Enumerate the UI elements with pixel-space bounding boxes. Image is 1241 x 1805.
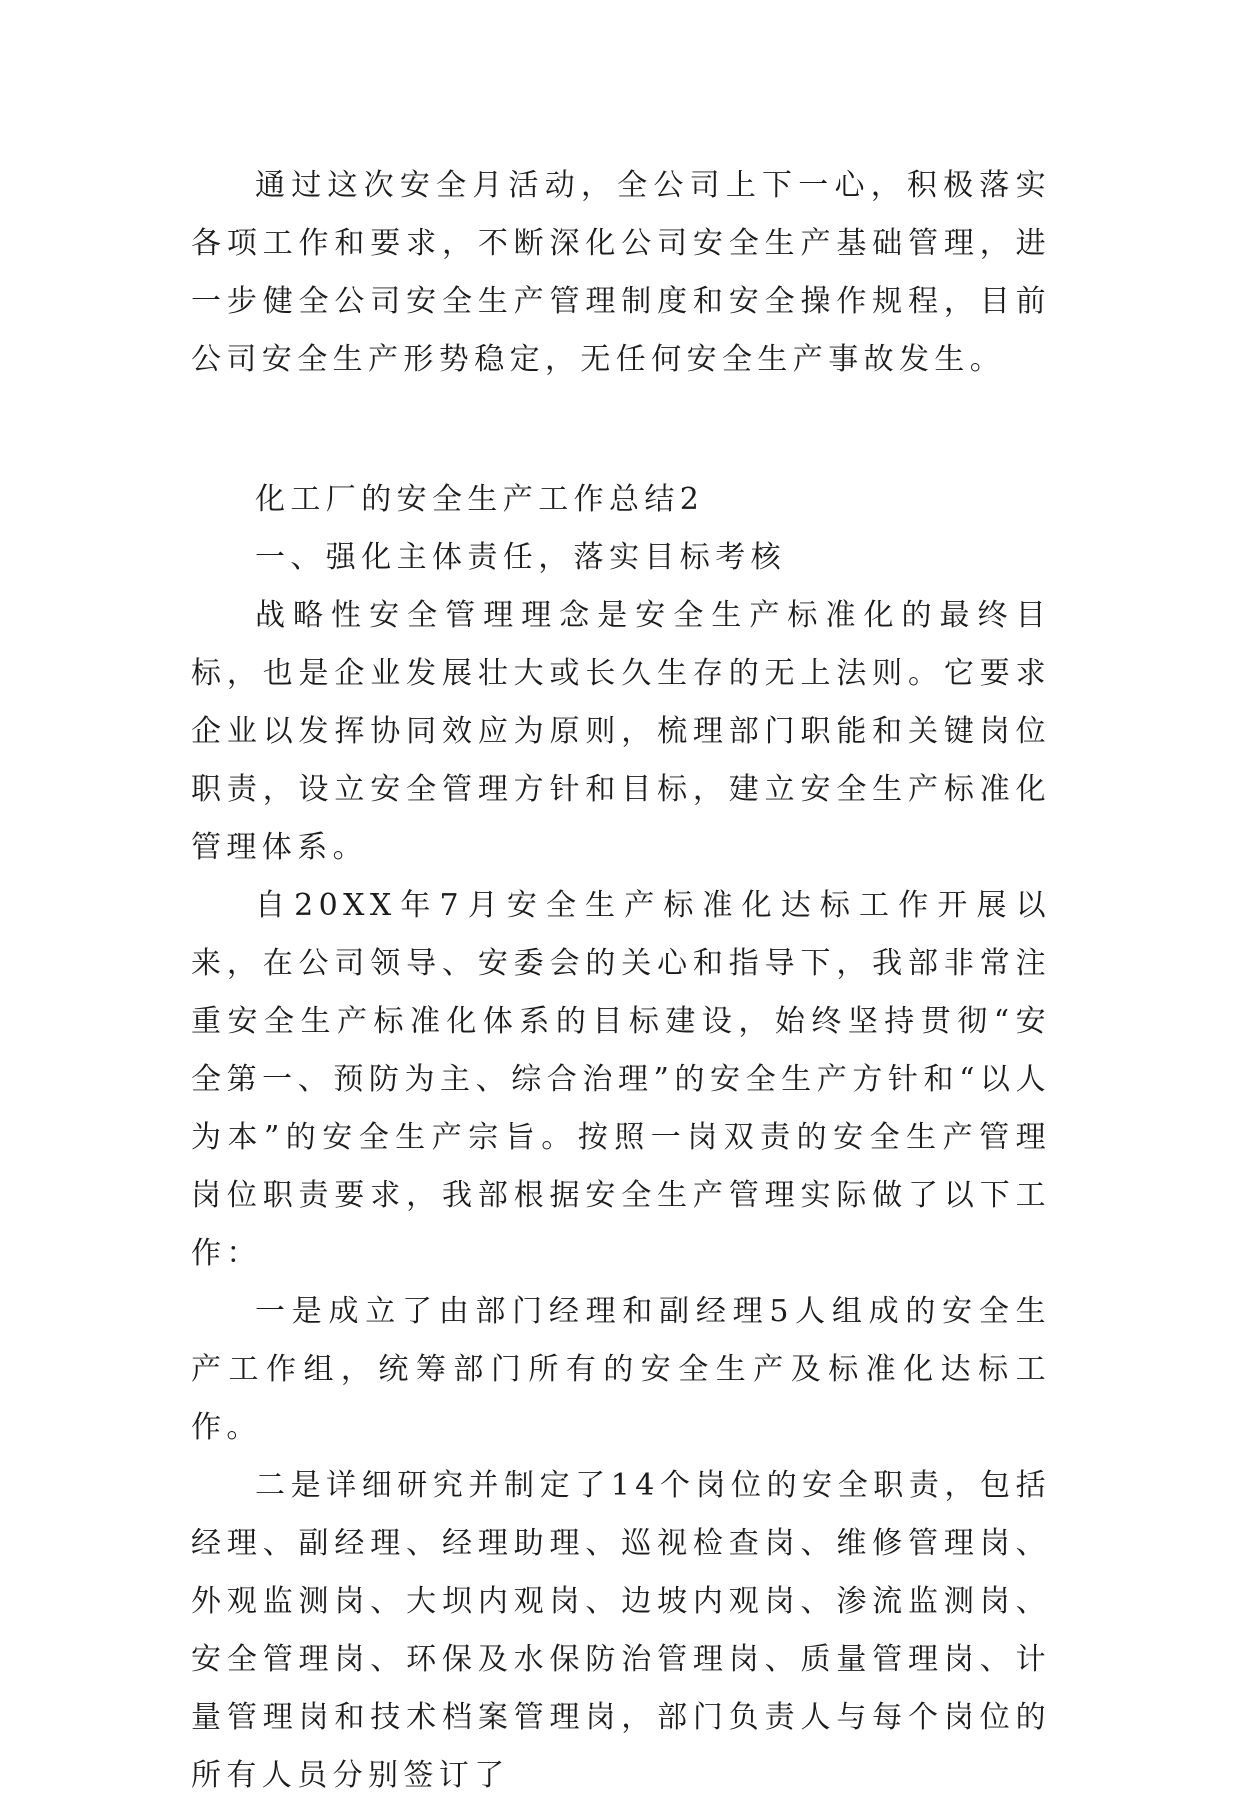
paragraph-item-two: 二是详细研究并制定了14个岗位的安全职责，包括经理、副经理、经理助理、巡视检查岗、维修管理岗、外观监测岗、大坝内观岗、边坡内观岗、渗流监测岗、安全管理岗、环保及水保防治管理岗、质量管理岗、计量管理岗和技术档案管理岗，部门负责人与每个岗位的所有人员分别签订了 [191,1468,1051,1793]
document-body [191,157,1051,1805]
paragraph-since: 自20XX年7月安全生产标准化达标工作开展以来，在公司领导、安委会的关心和指导下，我部非常注重安全生产标准化体系的目标建设，始终坚持贯彻“安全第一、预防为主、综合治理”的安全生产方针和“以人为本”的安全生产宗旨。按照一岗双责的安全生产管理岗位职责要求，我部根据安全生产管理实际做了以下工作： [191,888,1051,1271]
paragraph-item-one: 一是成立了由部门经理和副经理5人组成的安全生产工作组，统筹部门所有的安全生产及标准化达标工作。 [191,1294,1051,1445]
section-heading: 一、强化主体责任，落实目标考核 [255,540,786,575]
section-title: 化工厂的安全生产工作总结2 [255,482,705,517]
paragraph-strategy: 战略性安全管理理念是安全生产标准化的最终目标，也是企业发展壮大或长久生存的无上法则。它要求企业以发挥协同效应为原则，梳理部门职能和关键岗位职责，设立安全管理方针和目标，建立安全生产标准化管理体系。 [191,598,1051,865]
paragraph-summary: 通过这次安全月活动，全公司上下一心，积极落实各项工作和要求，不断深化公司安全生产基础管理，进一步健全公司安全生产管理制度和安全操作规程，目前公司安全生产形势稳定，无任何安全生产事故发生。 [191,168,1051,377]
